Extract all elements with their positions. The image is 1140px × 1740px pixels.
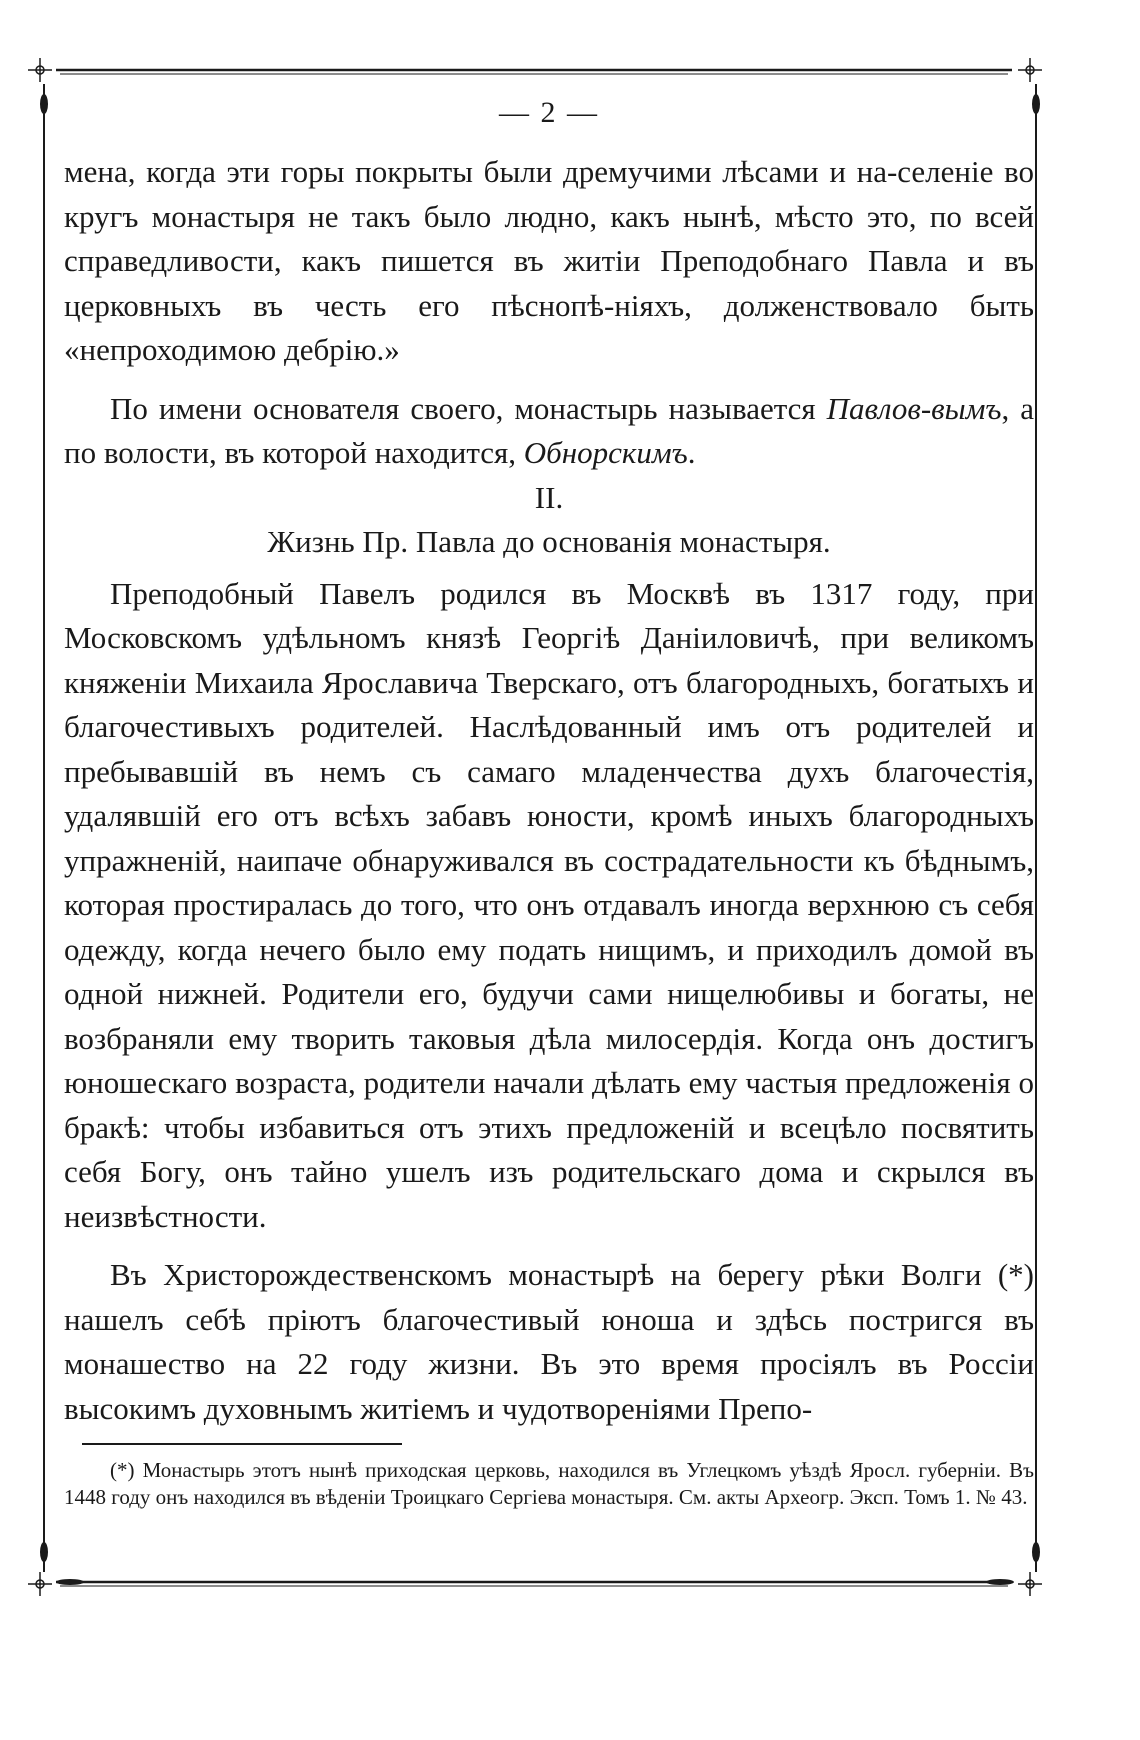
section-title: Жизнь Пр. Павла до основанія монастыря.: [267, 523, 831, 559]
name-pavlov: Павлов-вымъ: [826, 390, 1002, 426]
paragraph-intro: мена, когда эти горы покрыты были дремучими лѣсами и на-селеніе во кругъ монастыря не такъ было людно, какъ нынѣ, мѣсто это, по всей справедливости, какъ пишется въ житіи Преподобнаго Павла и въ церковныхъ въ честь его пѣснопѣ-ніяхъ, долженствовало быть «непроходимою дебрію.»: [64, 154, 1034, 367]
section-number: II.: [534, 479, 564, 515]
name-text-end: .: [687, 435, 696, 470]
paragraph-main-1: Преподобный Павелъ родился въ Москвѣ въ 1317 году, при Московскомъ удѣльномъ князѣ Георгіѣ Даніиловичѣ, при великомъ княженіи Михаила Ярославича Тверскаго, отъ благородныхъ, богатыхъ и благочестивыхъ родителей. Наслѣдованный имъ отъ родителей и пребывавшій въ немъ съ самаго младенчества духъ благочестія, удалявшій его отъ всѣхъ забавъ юности, кромѣ иныхъ благородныхъ упражненій, наипаче обнаруживался въ сострадательности къ бѣднымъ, которая простиралась до того, что онъ отдавалъ иногда верхнюю съ себя одежду, когда нечего было ему подать нищимъ, и приходилъ домой въ одной нижней. Родители его, будучи сами нищелюбивы и богаты, не возбраняли ему творить таковыя дѣла милосердія. Когда онъ достигъ юношескаго возраста, родители начали дѣлать ему частыя предложенія о бракѣ: чтобы избавиться отъ этихъ предложеній и всецѣло посвятить себя Богу, онъ тайно ушелъ изъ родительскаго дома и скрылся въ неизвѣстности.: [64, 575, 1034, 1234]
footnote-divider: [82, 1443, 402, 1445]
name-text-before: По имени основателя своего, монастырь называется: [110, 390, 827, 426]
paragraph-monastery-name: [64, 387, 1034, 476]
name-text-middle: , а по волости, въ которой находится,: [64, 390, 1034, 470]
paragraph-main-2: Въ Христорождественскомъ монастырѣ на берегу рѣки Волги (*) нашелъ себѣ пріютъ благочестивый юноша и здѣсь постригся въ монашество на 22 году жизни. Въ это время просіялъ въ Россіи высокимъ духовнымъ житіемъ и чудотвореніями Препо-: [64, 1257, 1034, 1426]
page-number: — 2 —: [499, 96, 599, 129]
text-column: [64, 96, 1034, 1511]
footnote: (*) Монастырь этотъ нынѣ приходская церковь, находился въ Углецкомъ уѣздѣ Яросл. губерніи. Въ 1448 году онъ находился въ вѣденіи Троицкаго Сергіева монастыря. См. акты Археогр. Эксп. Томъ 1. № 43.: [64, 1458, 1034, 1509]
name-obnorsky: Обнорскимъ: [523, 435, 688, 470]
